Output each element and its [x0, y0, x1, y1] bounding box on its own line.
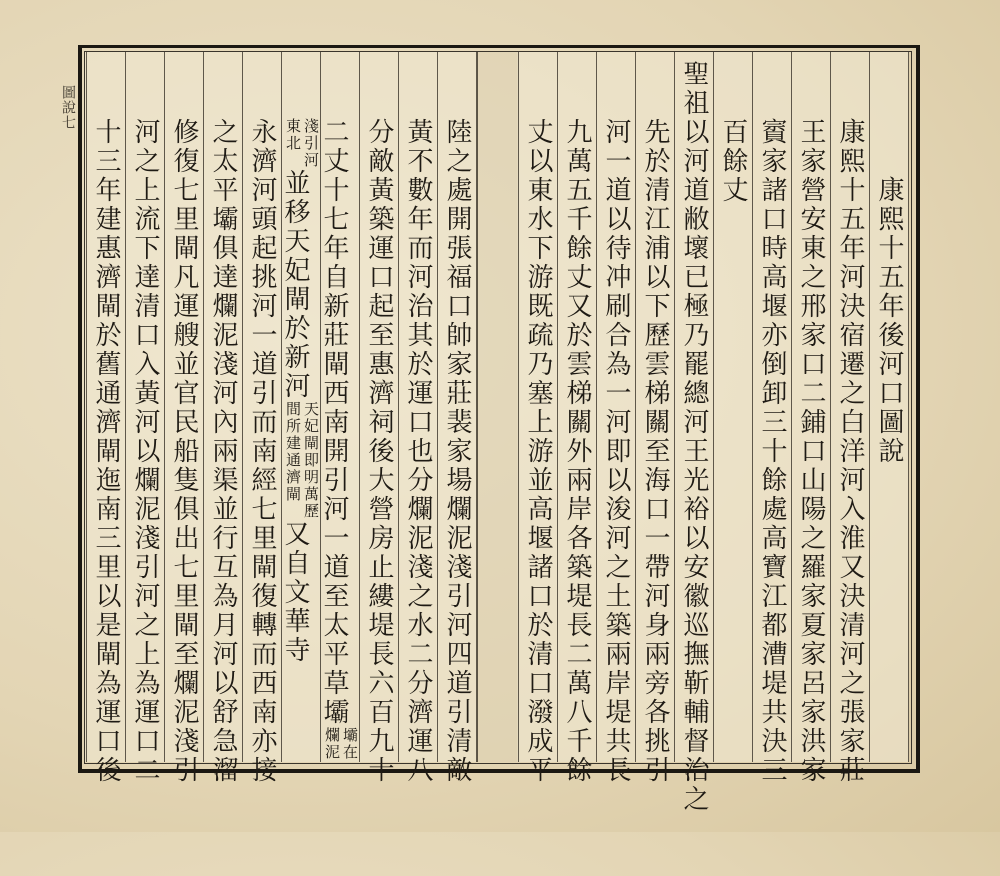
- main-text: 十三年建惠濟閘於舊通濟閘迤南三里以是閘為運口後: [91, 118, 121, 785]
- main-text: 康熙十五年後河口圖說: [874, 176, 904, 466]
- main-text: 王家營安東之邢家口二鋪口山陽之羅家夏家呂家洪家: [796, 118, 826, 785]
- left-page-column: [437, 60, 476, 818]
- main-text: 丈以東水下游既疏乃塞上游並高堰諸口於清口潑成平: [523, 118, 553, 785]
- main-text: 康熙十五年河決宿遷之白洋河入淮又決清河之張家莊: [835, 118, 865, 785]
- main-text: 賨家諸口時高堰亦倒卸三十餘處高寶江都漕堤共決三: [757, 118, 787, 785]
- left-page-column: [281, 60, 320, 818]
- main-text: 河一道以待冲刷合為一河即以浚河之土築兩岸堤共長: [601, 118, 631, 785]
- note-line: 淺引河: [302, 118, 320, 169]
- column-rule: [908, 52, 909, 762]
- right-page-column: [713, 60, 752, 818]
- main-text: 永濟河頭起挑河一道引而南經七里閘復轉而西南亦接: [247, 118, 277, 785]
- main-text: 陸之處開張福口帥家莊裴家場爛泥淺引河四道引清敵: [442, 118, 472, 785]
- right-page-column: [752, 60, 791, 818]
- main-text: 河之上流下達清口入黃河以爛泥淺引河之上為運口二: [130, 118, 160, 785]
- column-rule: [476, 52, 477, 762]
- right-page-column: [557, 60, 596, 818]
- right-page-column: [596, 60, 635, 818]
- main-text: 分敵黃築運口起至惠濟祠後大營房止縷堤長六百九十: [364, 118, 394, 785]
- note-line: 東北: [284, 118, 302, 152]
- right-page-column: [674, 60, 713, 814]
- left-page-column: [359, 60, 398, 818]
- page-margin-label: 圖說七: [60, 85, 76, 130]
- main-text: 二丈十七年自新莊閘西南開引河一道至太平草壩: [319, 118, 349, 727]
- right-page-column: [869, 60, 908, 876]
- main-text: 先於清江浦以下歷雲梯關至海口一帶河身兩旁各挑引: [640, 118, 670, 785]
- left-page-column: [320, 60, 359, 818]
- left-page-column: [242, 60, 281, 818]
- main-text: 並移天妃閘於新河: [280, 169, 310, 401]
- left-page-column: [203, 60, 242, 818]
- interlinear-note: [284, 118, 320, 169]
- left-page-column: [125, 60, 164, 818]
- left-page-column: [86, 60, 125, 818]
- right-page-column: [830, 60, 869, 818]
- main-text: 黃不數年而河治其於運口也分爛泥淺之水二分濟運八: [403, 118, 433, 785]
- left-page-column: [398, 60, 437, 818]
- note-line: 間所建通濟閘: [284, 401, 302, 503]
- right-page-column: [635, 60, 674, 818]
- interlinear-note: [284, 401, 320, 520]
- main-text: 九萬五千餘丈又於雲梯關外兩岸各築堤長二萬八千餘: [562, 118, 592, 785]
- main-text: 百餘丈: [718, 118, 748, 205]
- main-text: 修復七里閘凡運艘並官民船隻俱出七里閘至爛泥淺引: [169, 118, 199, 785]
- main-text: 之太平壩俱達爛泥淺河內兩渠並行互為月河以舒急溜: [208, 118, 238, 785]
- note-line: 天妃閘即明萬歷: [302, 401, 320, 520]
- note-line: 壩在: [341, 727, 359, 761]
- left-page-column: [164, 60, 203, 818]
- main-text: 又自文華寺: [280, 520, 310, 665]
- right-page-column: [791, 60, 830, 818]
- note-line: 爛泥: [323, 727, 341, 761]
- main-text: 聖祖以河道敝壞已極乃罷總河王光裕以安徽巡撫靳輔督治之: [679, 60, 709, 814]
- interlinear-note: [323, 727, 359, 761]
- right-page-column: [518, 60, 557, 818]
